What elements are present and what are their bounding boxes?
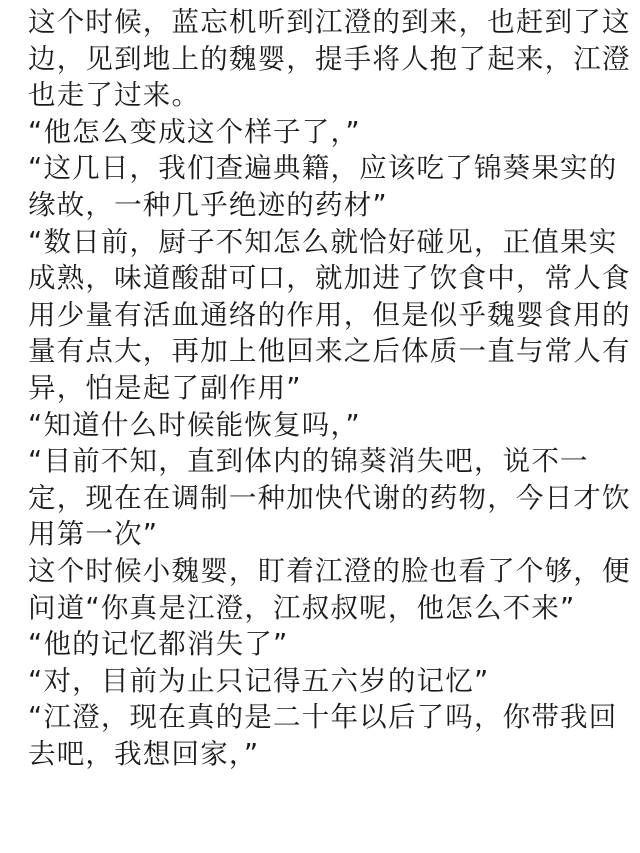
text-line: “目前不知，直到体内的锦葵消失吧，说不一 — [28, 445, 589, 478]
text-line: “数日前，厨子不知怎么就恰好碰见，正值果实 — [28, 225, 618, 258]
text-line: “对，目前为止只记得五六岁的记忆” — [28, 664, 490, 697]
text-line: 量有点大，再加上他回来之后体质一直与常人有 — [28, 335, 631, 368]
text-line: 成熟，味道酸甜可口，就加进了饮食中，常人食 — [28, 262, 631, 295]
text-line: “这几日，我们查遍典籍，应该吃了锦葵果实的 — [28, 152, 618, 185]
text-line: 边，见到地上的魏婴，提手将人抱了起来，江澄 — [28, 42, 631, 75]
text-line: 这个时候小魏婴，盯着江澄的脸也看了个够，便 — [28, 554, 631, 587]
text-line: “知道什么时候能恢复吗，” — [28, 408, 361, 441]
text-line: 用少量有活血通络的作用，但是似乎魏婴食用的 — [28, 298, 631, 331]
text-line: 去吧，我想回家，” — [28, 737, 260, 770]
text-line: “他的记忆都消失了” — [28, 628, 289, 661]
text-line: 这个时候，蓝忘机听到江澄的到来，也赶到了这 — [28, 6, 631, 38]
text-line: 问道“你真是江澄，江叔叔呢，他怎么不来” — [28, 591, 576, 624]
text-line: 缘故，一种几乎绝迹的药材” — [28, 188, 388, 221]
text-line: “他怎么变成这个样子了，” — [28, 115, 361, 148]
text-line: 异，怕是起了副作用” — [28, 371, 302, 404]
text-line: “江澄，现在真的是二十年以后了吗，你带我回 — [28, 701, 618, 734]
text-line: 定，现在在调制一种加快代谢的药物，今日才饮 — [28, 481, 631, 514]
text-line: 用第一次” — [28, 518, 159, 551]
text-line: 也走了过来。 — [28, 79, 201, 112]
